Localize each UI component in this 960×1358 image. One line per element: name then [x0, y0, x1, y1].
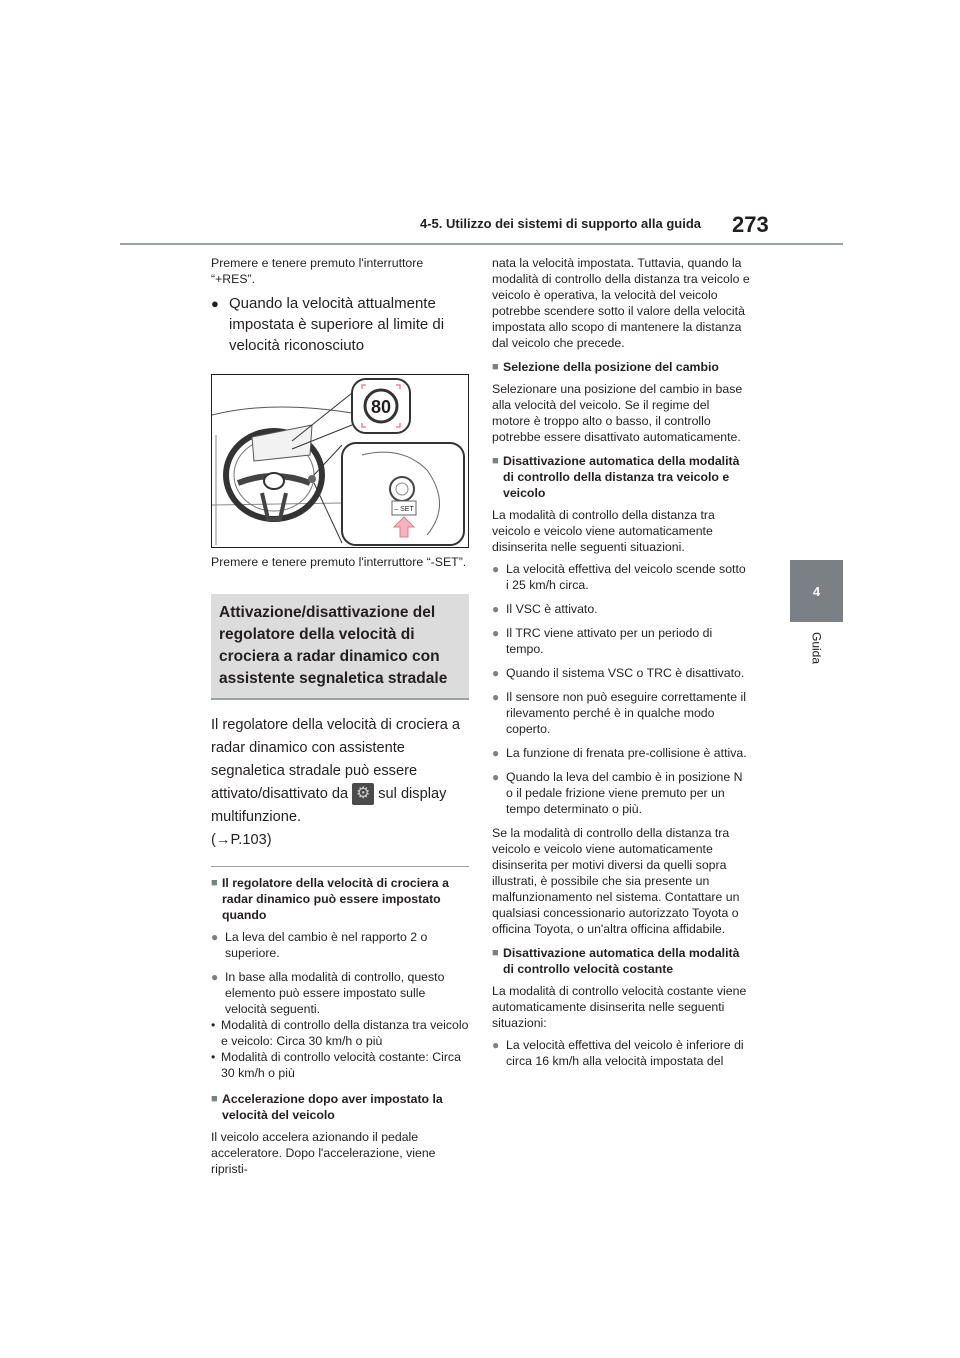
- subhead-text: Disattivazione automatica della modalità di controllo della distanza tra veicolo e veicolo: [503, 454, 740, 500]
- paragraph-malfunction: Se la modalità di controllo della distanza tra veicolo e veicolo viene automaticamente disinserita per motivi diversi da quelli sopra illustrati, è possibile che sia presente un malfunzionamento nel sistema. Contattare un qualsiasi concessionario autorizzato Toyota o officina Toyota, o un'altra officina affidabile.: [492, 826, 740, 936]
- square-bullet-icon: ■: [492, 947, 499, 959]
- paragraph-gear: Selezionare una posizione del cambio in base alla velocità del veicolo. Se il regime del motore è troppo alto o basso, il controllo potrebbe essere disattivato automaticamente.: [492, 382, 743, 444]
- list-item: [492, 601, 750, 617]
- list-item: [492, 1037, 750, 1069]
- header-divider: [120, 243, 843, 245]
- speed-bullet: [211, 293, 469, 356]
- square-bullet-icon: ■: [211, 877, 218, 889]
- square-bullet-icon: ■: [211, 1093, 218, 1105]
- paragraph-acceleration: Il veicolo accelera azionando il pedale acceleratore. Dopo l'accelerazione, viene ripristi-: [211, 1130, 436, 1176]
- list-item: [492, 561, 750, 593]
- circle-bullet-icon: ●: [492, 770, 500, 784]
- speed-sign-value: 80: [370, 397, 392, 417]
- dash-item-text: Modalità di controllo velocità costante: Circa 30 km/h o più: [221, 1050, 461, 1080]
- list-item-text: La leva del cambio è nel rapporto 2 o superiore.: [225, 930, 428, 960]
- subhead-acceleration: [211, 1091, 469, 1123]
- set-switch-label: – SET: [394, 506, 414, 513]
- subhead-text: Accelerazione dopo aver impostato la velocità del veicolo: [222, 1092, 443, 1122]
- paragraph-set: Premere e tenere premuto l'interruttore “-SET”.: [211, 555, 467, 569]
- list-item: [492, 665, 750, 681]
- circle-bullet-icon: ●: [211, 930, 219, 944]
- steering-wheel-figure: [211, 374, 469, 548]
- list-item-text: Quando il sistema VSC o TRC è disattivato.: [506, 666, 745, 680]
- circle-bullet-icon: ●: [492, 562, 500, 576]
- list-item: [211, 969, 469, 1017]
- square-bullet-icon: ■: [492, 455, 499, 467]
- steering-wheel-illustration: [212, 375, 468, 547]
- dash-item: • Modalità di controllo della distanza tra veicolo e veicolo: Circa 30 km/h o più: [211, 1018, 469, 1048]
- list-item-text: La velocità effettiva del veicolo è inferiore di circa 16 km/h alla velocità impostata del: [506, 1038, 744, 1068]
- square-bullet-icon: ■: [492, 361, 499, 373]
- chapter-label: Guida: [809, 632, 824, 665]
- chapter-tab: 4: [790, 560, 843, 622]
- circle-bullet-icon: ●: [492, 690, 500, 704]
- page-number: 273: [732, 212, 769, 237]
- circle-bullet-icon: ●: [211, 970, 219, 984]
- circle-bullet-icon: ●: [492, 1038, 500, 1052]
- list-item: [492, 745, 750, 761]
- header-section-title: 4-5. Utilizzo dei sistemi di supporto alla guida: [420, 216, 701, 231]
- list-item-text: La velocità effettiva del veicolo scende sotto i 25 km/h circa.: [506, 562, 746, 592]
- circle-bullet-icon: ●: [492, 602, 500, 616]
- subhead-constant-cancel: [492, 945, 750, 977]
- list-item-text: Il TRC viene attivato per un periodo di tempo.: [506, 626, 713, 656]
- list-item: [211, 929, 469, 961]
- gear-icon: ⚙: [352, 783, 374, 805]
- paragraph-continued: nata la velocità impostata. Tuttavia, quando la modalità di controllo della distanza tra veicolo e veicolo è operativa, la velocità del veicolo potrebbe scendere sotto il valore della velocità impostata allo scopo di mantenere la distanza dal veicolo che precede.: [492, 256, 750, 350]
- circle-bullet-icon: ●: [492, 626, 500, 640]
- list-item-text: Il VSC è attivato.: [506, 602, 598, 616]
- speed-bullet-text: Quando la velocità attualmente impostata è superiore al limite di velocità riconosciuto: [229, 295, 445, 354]
- list-item: [492, 769, 750, 817]
- subhead-distance-cancel: [492, 453, 750, 501]
- list-item-text: La funzione di frenata pre-collisione è attiva.: [506, 746, 747, 760]
- circle-bullet-icon: ●: [492, 666, 500, 680]
- section-heading: Attivazione/disattivazione del regolatore della velocità di crociera a radar dinamico con assistente segnaletica stradale: [211, 594, 469, 700]
- dash-item: • Modalità di controllo velocità costante: Circa 30 km/h o più: [211, 1049, 469, 1081]
- subsection-divider: [211, 866, 469, 867]
- paragraph-distance: La modalità di controllo della distanza tra veicolo e veicolo viene automaticamente disinserita nelle seguenti situazioni.: [492, 508, 715, 554]
- circle-bullet-icon: ●: [492, 746, 500, 760]
- list-item-text: In base alla modalità di controllo, questo elemento può essere impostato sulle velocità seguenti.: [225, 970, 445, 1016]
- paragraph-res: Premere e tenere premuto l'interruttore “+RES”.: [211, 256, 424, 286]
- list-item-text: Il sensore non può eseguire correttamente il rilevamento perché è in qualche modo coperto.: [506, 690, 746, 736]
- subhead-can-be-set: [211, 875, 469, 923]
- left-column: [211, 255, 469, 1183]
- subhead-text: Selezione della posizione del cambio: [503, 360, 719, 374]
- page-reference: (→P.103): [211, 832, 272, 848]
- subhead-gear-selection: [492, 359, 750, 375]
- activation-text-1: Il regolatore della velocità di crociera a radar dinamico con assistente segnaletica stradale può essere attivato/disattivato da: [211, 717, 461, 802]
- subhead-text: Il regolatore della velocità di crociera a radar dinamico può essere impostato quando: [222, 876, 449, 922]
- bullet-dot-icon: ●: [211, 296, 219, 311]
- list-item: [492, 625, 750, 657]
- dash-item-text: Modalità di controllo della distanza tra veicolo e veicolo: Circa 30 km/h o più: [221, 1018, 469, 1048]
- list-item-text: Quando la leva del cambio è in posizione N o il pedale frizione viene premuto per un tempo determinato o più.: [506, 770, 743, 816]
- subhead-text: Disattivazione automatica della modalità di controllo velocità costante: [503, 946, 740, 976]
- paragraph-constant: La modalità di controllo velocità costante viene automaticamente disinserita nelle seguenti situazioni:: [492, 984, 747, 1030]
- activation-paragraph: [211, 714, 469, 852]
- list-item: [492, 689, 750, 737]
- activation-text-2: sul display multifunzione.: [211, 786, 447, 825]
- right-column: [492, 255, 750, 1077]
